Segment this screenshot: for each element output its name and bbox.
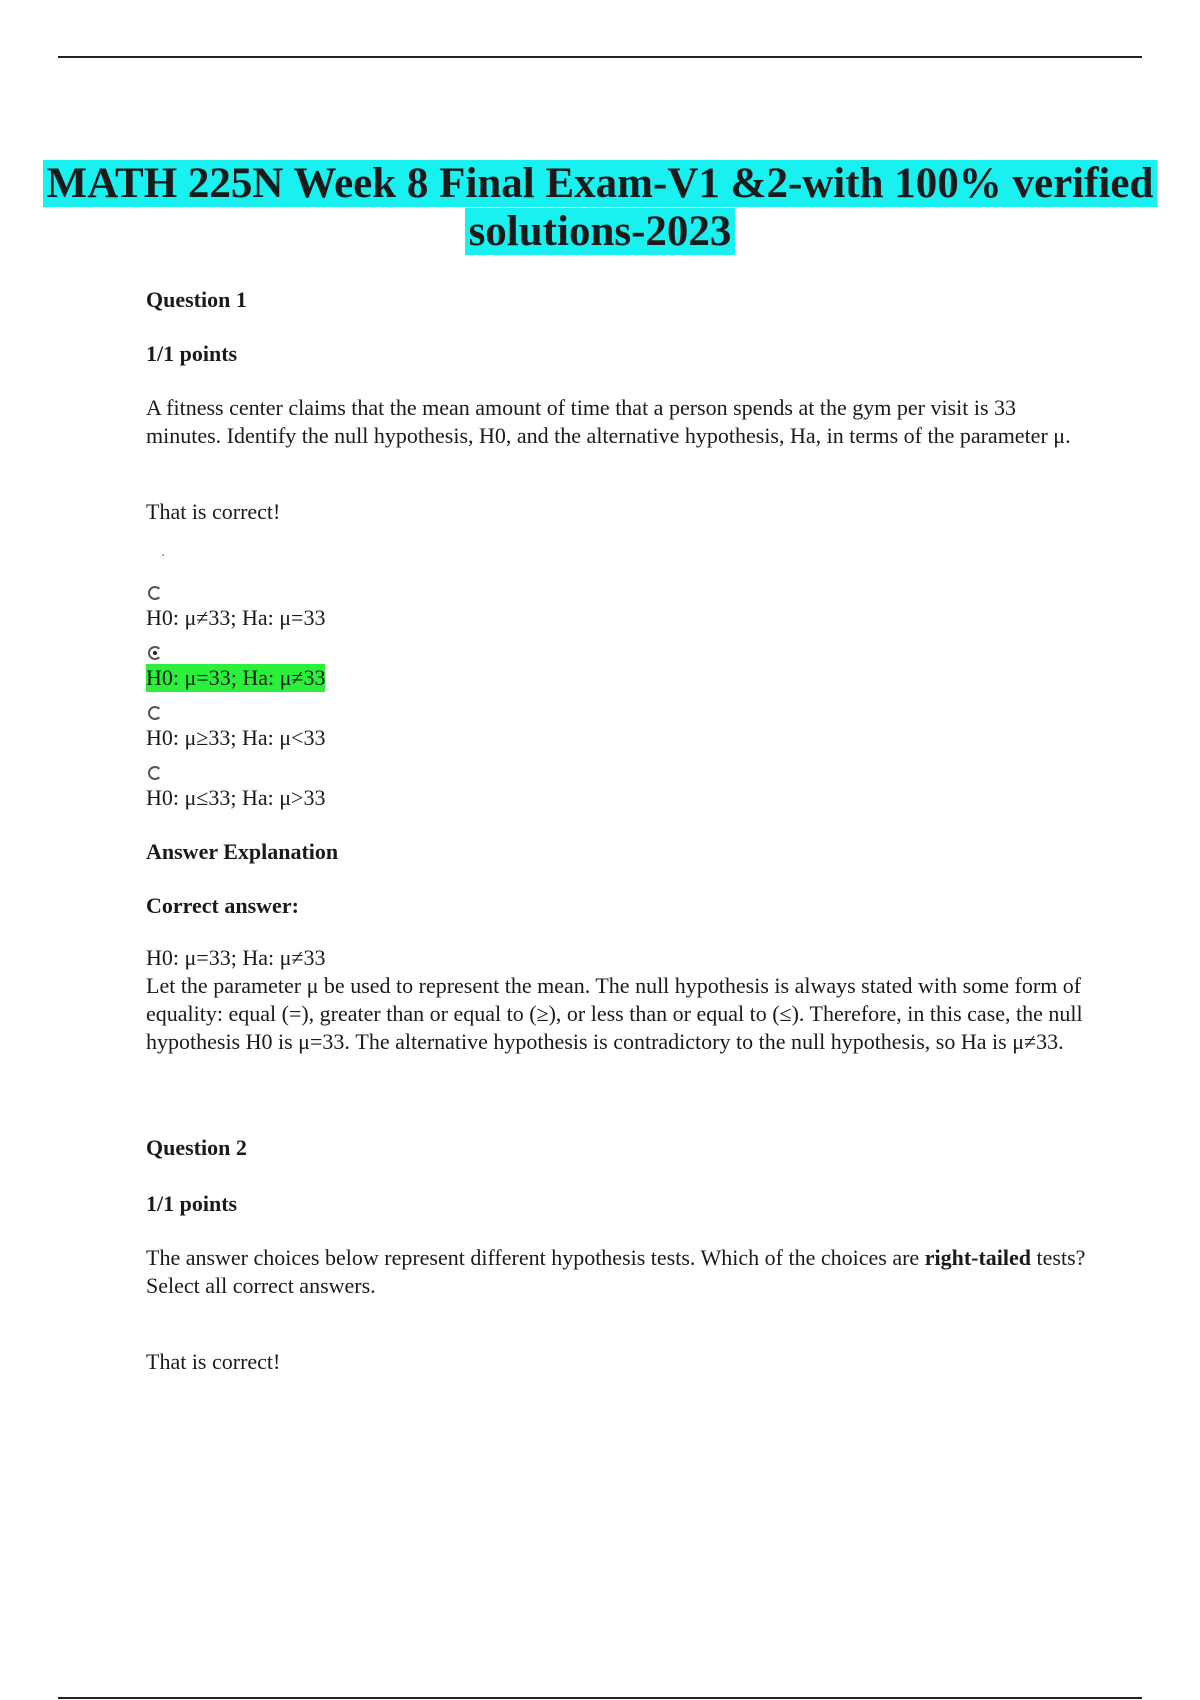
answer-explanation-text: Let the parameter μ be used to represent the mean. The null hypothesis is always stated with some form of equality: equal (=), greater than or equal to (≥), or less than or equal to (≤). Therefore, in this case, the null hypothesis H0 is μ=33. The alternative hypothesis is contradictory to the null hypothesis, so Ha is μ≠33.: [146, 973, 1083, 1054]
radio-unselected-icon[interactable]: [148, 586, 162, 600]
question-2-label: Question 2: [146, 1135, 247, 1160]
question-1-prompt: A fitness center claims that the mean amount of time that a person spends at the gym per visit is 33 minutes. Identify the null hypothesis, H0, and the alternative hypothesis, Ha, in terms of the parameter μ.: [146, 395, 1071, 448]
question-1-options: [146, 586, 1086, 812]
question-2-prompt-end: tests? Select all correct answers.: [146, 1245, 1086, 1298]
radio-unselected-icon[interactable]: [148, 706, 162, 720]
question-2-prompt-start: The answer choices below represent different hypothesis tests. Which of the choices are: [146, 1245, 925, 1270]
question-1-feedback: That is correct!: [146, 499, 281, 524]
option-3-text: H0: μ≥33; Ha: μ<33: [146, 725, 326, 750]
question-2-prompt-emphasis: right-tailed: [924, 1245, 1032, 1270]
option-4-text: H0: μ≤33; Ha: μ>33: [146, 785, 326, 810]
option-2[interactable]: [146, 646, 1086, 692]
option-3[interactable]: [146, 706, 1086, 752]
question-2-prompt: [146, 1244, 1086, 1300]
question-1-label: Question 1: [146, 287, 247, 312]
top-rule: [58, 56, 1142, 58]
question-2-points: 1/1 points: [146, 1191, 238, 1216]
option-2-text: H0: μ=33; Ha: μ≠33: [146, 665, 326, 690]
document-title: [0, 160, 1200, 256]
option-1-text: H0: μ≠33; Ha: μ=33: [146, 605, 326, 630]
stray-dot: [162, 554, 164, 556]
option-1[interactable]: [146, 586, 1086, 632]
question-1-points: 1/1 points: [146, 341, 238, 366]
option-4[interactable]: [146, 766, 1086, 812]
answer-explanation-heading: Answer Explanation: [146, 839, 339, 864]
correct-answer-text: H0: μ=33; Ha: μ≠33: [146, 945, 326, 970]
radio-selected-icon[interactable]: [148, 646, 162, 660]
bottom-rule: [58, 1697, 1142, 1699]
title-line-1: MATH 225N Week 8 Final Exam-V1 &2-with 100% verified: [43, 160, 1158, 207]
correct-answer-heading: Correct answer:: [146, 893, 299, 918]
radio-unselected-icon[interactable]: [148, 766, 162, 780]
exam-content: [146, 286, 1086, 1376]
title-line-2: solutions-2023: [465, 208, 736, 255]
question-2-feedback: That is correct!: [146, 1349, 281, 1374]
